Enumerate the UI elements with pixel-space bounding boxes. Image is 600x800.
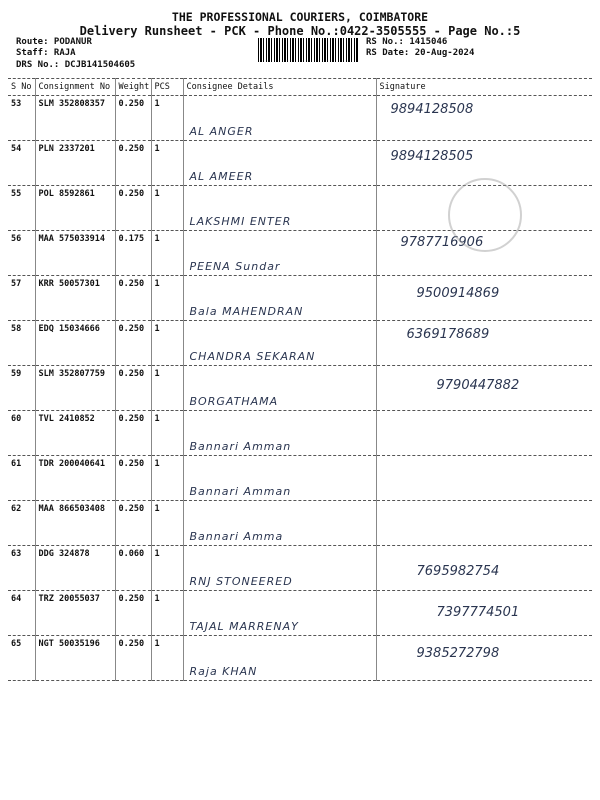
row-signature-cell: [376, 276, 592, 321]
rs-date: RS Date: 20-Aug-2024: [366, 48, 475, 58]
route-label: Route: PODANUR: [16, 37, 92, 47]
table-row: [8, 456, 592, 501]
consignee-name: BORGATHAMA: [189, 395, 279, 408]
row-consignee-cell: [183, 186, 376, 231]
runsheet-table: [8, 78, 592, 681]
row-weight: 0.060: [115, 546, 151, 591]
barcode: [258, 38, 358, 62]
table-row: [8, 96, 592, 141]
row-sno: 56: [8, 231, 35, 276]
row-consignment: MAA 866503408: [35, 501, 115, 546]
row-weight: 0.250: [115, 141, 151, 186]
delivery-stamp: [448, 178, 522, 252]
row-consignee-cell: [183, 636, 376, 681]
signature-phone: 9894128508: [390, 102, 474, 117]
row-sno: 55: [8, 186, 35, 231]
col-header-consignment: Consignment No: [35, 79, 115, 96]
signature-phone: 9385272798: [416, 646, 500, 661]
row-consignee-cell: [183, 501, 376, 546]
row-consignment: TRZ 20055037: [35, 591, 115, 636]
row-weight: 0.250: [115, 186, 151, 231]
table-row: [8, 366, 592, 411]
row-consignment: SLM 352807759: [35, 366, 115, 411]
consignee-name: CHANDRA SEKARAN: [189, 350, 316, 363]
row-pcs: 1: [151, 141, 183, 186]
row-weight: 0.250: [115, 96, 151, 141]
table-row: [8, 501, 592, 546]
row-weight: 0.250: [115, 321, 151, 366]
row-pcs: 1: [151, 186, 183, 231]
col-header-signature: Signature: [376, 79, 592, 96]
row-sno: 58: [8, 321, 35, 366]
row-consignment: TDR 200040641: [35, 456, 115, 501]
row-pcs: 1: [151, 591, 183, 636]
consignee-name: AL ANGER: [189, 125, 254, 138]
row-sno: 64: [8, 591, 35, 636]
row-signature-cell: [376, 321, 592, 366]
row-sno: 57: [8, 276, 35, 321]
col-header-consignee: Consignee Details: [183, 79, 376, 96]
row-pcs: 1: [151, 276, 183, 321]
row-pcs: 1: [151, 321, 183, 366]
row-pcs: 1: [151, 636, 183, 681]
runsheet-subtitle: Delivery Runsheet - PCK - Phone No.:0422-3505555 - Page No.:5: [79, 24, 521, 38]
col-header-weight: Weight: [115, 79, 151, 96]
table-row: [8, 141, 592, 186]
row-consignment: POL 8592861: [35, 186, 115, 231]
row-weight: 0.250: [115, 501, 151, 546]
row-weight: 0.250: [115, 591, 151, 636]
consignee-name: AL AMEER: [189, 170, 254, 183]
table-row: [8, 636, 592, 681]
row-pcs: 1: [151, 96, 183, 141]
table-row: [8, 591, 592, 636]
row-pcs: 1: [151, 501, 183, 546]
row-sno: 60: [8, 411, 35, 456]
table-row: [8, 276, 592, 321]
drs-number: DRS No.: DCJB141504605: [16, 60, 136, 70]
row-sno: 65: [8, 636, 35, 681]
consignee-name: Raja KHAN: [189, 665, 258, 678]
consignee-name: Bannari Amman: [189, 485, 292, 498]
staff-label: Staff: RAJA: [16, 48, 76, 58]
row-consignment: DDG 324878: [35, 546, 115, 591]
table-header-row: [8, 79, 592, 96]
row-signature-cell: [376, 636, 592, 681]
signature-phone: 7695982754: [416, 564, 500, 579]
col-header-pcs: PCS: [151, 79, 183, 96]
consignee-name: PEENA Sundar: [189, 260, 281, 273]
row-pcs: 1: [151, 456, 183, 501]
rs-number: RS No.: 1415046: [366, 37, 448, 47]
consignee-name: Bala MAHENDRAN: [189, 305, 304, 318]
row-pcs: 1: [151, 546, 183, 591]
row-consignee-cell: [183, 276, 376, 321]
row-consignment: MAA 575033914: [35, 231, 115, 276]
row-pcs: 1: [151, 231, 183, 276]
row-consignee-cell: [183, 411, 376, 456]
row-sno: 63: [8, 546, 35, 591]
row-signature-cell: [376, 591, 592, 636]
row-consignee-cell: [183, 96, 376, 141]
table-row: [8, 411, 592, 456]
signature-phone: 9500914869: [416, 286, 500, 301]
row-sno: 54: [8, 141, 35, 186]
signature-phone: 7397774501: [436, 605, 520, 620]
row-signature-cell: [376, 501, 592, 546]
row-signature-cell: [376, 366, 592, 411]
row-consignment: SLM 352808357: [35, 96, 115, 141]
row-consignee-cell: [183, 141, 376, 186]
table-row: [8, 546, 592, 591]
col-header-sno: S No: [8, 79, 35, 96]
row-sno: 62: [8, 501, 35, 546]
row-sno: 53: [8, 96, 35, 141]
consignee-name: Bannari Amma: [189, 530, 284, 543]
row-weight: 0.250: [115, 366, 151, 411]
signature-phone: 9790447882: [436, 378, 520, 393]
table-row: [8, 321, 592, 366]
row-pcs: 1: [151, 411, 183, 456]
consignee-name: LAKSHMI ENTER: [189, 215, 292, 228]
row-consignment: PLN 2337201: [35, 141, 115, 186]
consignee-name: RNJ STONEERED: [189, 575, 293, 588]
row-consignment: EDQ 15034666: [35, 321, 115, 366]
row-weight: 0.250: [115, 276, 151, 321]
row-sno: 61: [8, 456, 35, 501]
row-consignee-cell: [183, 231, 376, 276]
consignee-name: TAJAL MARRENAY: [189, 620, 299, 633]
row-consignee-cell: [183, 366, 376, 411]
signature-phone: 6369178689: [406, 327, 490, 342]
row-weight: 0.175: [115, 231, 151, 276]
row-consignee-cell: [183, 591, 376, 636]
row-signature-cell: [376, 411, 592, 456]
row-consignment: NGT 50035196: [35, 636, 115, 681]
row-signature-cell: [376, 456, 592, 501]
consignee-name: Bannari Amman: [189, 440, 292, 453]
row-consignee-cell: [183, 321, 376, 366]
row-consignee-cell: [183, 546, 376, 591]
row-consignee-cell: [183, 456, 376, 501]
row-pcs: 1: [151, 366, 183, 411]
row-weight: 0.250: [115, 636, 151, 681]
company-title: THE PROFESSIONAL COURIERS, COIMBATORE: [171, 10, 429, 24]
row-signature-cell: [376, 96, 592, 141]
signature-phone: 9787716906: [400, 235, 484, 250]
row-weight: 0.250: [115, 456, 151, 501]
row-signature-cell: [376, 546, 592, 591]
row-consignment: KRR 50057301: [35, 276, 115, 321]
row-sno: 59: [8, 366, 35, 411]
row-weight: 0.250: [115, 411, 151, 456]
row-consignment: TVL 2410852: [35, 411, 115, 456]
signature-phone: 9894128505: [390, 149, 474, 164]
